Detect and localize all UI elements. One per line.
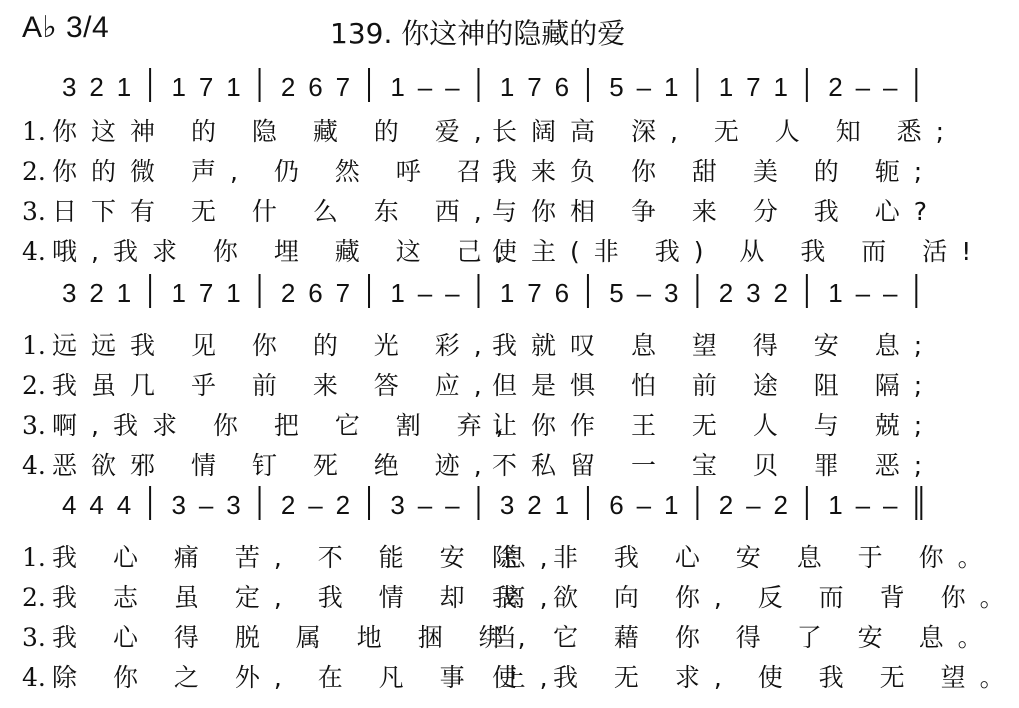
note: 5	[609, 278, 624, 308]
lyric-first-half: 我虽几 乎 前 来 答 应,	[52, 371, 496, 400]
verse-number: 3.	[22, 411, 46, 440]
note: 1	[773, 72, 788, 102]
dash-note: –	[636, 278, 652, 308]
lyric-second-half: 我来负 你 甜 美 的 轭;	[492, 157, 937, 186]
verse-line	[22, 112, 959, 146]
note: 2	[89, 72, 104, 102]
note: 2	[828, 72, 843, 102]
lyric-second-half: 不私留 一 宝 贝 罪 恶;	[492, 451, 937, 480]
dash-note: –	[445, 72, 460, 102]
lyric-first-half: 你这神 的 隐 藏 的 爱,	[52, 117, 496, 146]
lyric-first-half: 你的微 声, 仍 然 呼 召,	[52, 157, 518, 186]
lyric-second-half: 长阔高 深, 无 人 知 悉;	[492, 117, 959, 146]
note: 5	[609, 72, 624, 102]
note: 7	[527, 72, 542, 102]
lyric-first-half: 远远我 见 你 的 光 彩,	[52, 331, 496, 360]
lyric-second-half: 使主(非 我) 从 我 而 活!	[492, 237, 986, 266]
note: 6	[554, 72, 570, 102]
lyric-first-half: 除 你 之 外, 在 凡 事 上,	[52, 663, 562, 692]
verse-line	[22, 578, 1019, 612]
note: 1	[664, 72, 679, 102]
verse-number: 4.	[22, 237, 46, 266]
note: 7	[527, 278, 542, 308]
verse-line	[22, 232, 986, 266]
note: 4	[62, 490, 77, 520]
lyric-second-half: 让你作 王 无 人 与 兢;	[492, 411, 937, 440]
note: 3	[746, 278, 761, 308]
lyric-first-half: 我 心 得 脱 属 地 捆 绑,	[52, 623, 540, 652]
lyric-second-half: 除 非 我 心 安 息 于 你。	[492, 543, 997, 572]
dash-note: –	[636, 490, 652, 520]
note: 6	[554, 278, 570, 308]
verse-number: 3.	[22, 623, 46, 652]
note: 7	[335, 72, 351, 102]
verse-line	[22, 366, 937, 400]
note: 7	[746, 72, 761, 102]
dash-note: –	[308, 490, 323, 520]
notation-svg	[58, 272, 920, 312]
verse-number: 3.	[22, 197, 46, 226]
note: 7	[198, 278, 214, 308]
dash-note: –	[417, 278, 433, 308]
verse-line	[22, 152, 937, 186]
verse-number: 4.	[22, 663, 46, 692]
dash-note: –	[746, 490, 761, 520]
note: 2	[89, 278, 104, 308]
note: 6	[308, 72, 323, 102]
lyric-first-half: 啊,我求 你 把 它 割 弃,	[52, 411, 518, 440]
verse-number: 1.	[22, 117, 46, 146]
lyric-second-half: 但是惧 怕 前 途 阻 隔;	[492, 371, 937, 400]
note: 7	[198, 72, 214, 102]
note: 2	[280, 278, 296, 308]
dash-note: –	[445, 490, 460, 520]
dash-note: –	[855, 490, 871, 520]
note: 4	[89, 490, 104, 520]
hymn-title: 139. 你这神的隐藏的爱	[330, 17, 626, 50]
note: 1	[718, 72, 734, 102]
dash-note: –	[636, 72, 652, 102]
dash-note: –	[855, 278, 871, 308]
lyric-second-half: 我就叹 息 望 得 安 息;	[492, 331, 937, 360]
note: 3	[499, 490, 515, 520]
notation-line	[58, 66, 920, 106]
note: 3	[664, 278, 679, 308]
dash-note: –	[882, 72, 898, 102]
verse-line	[22, 538, 997, 572]
lyric-second-half: 与你相 争 来 分 我 心?	[492, 197, 942, 226]
verse-number: 2.	[22, 157, 46, 186]
dash-note: –	[855, 72, 871, 102]
note: 1	[664, 490, 679, 520]
verse-number: 4.	[22, 451, 46, 480]
lyric-second-half: 使 我 无 求, 使 我 无 望。	[492, 663, 1019, 692]
verse-line	[22, 658, 1019, 692]
lyric-first-half: 日下有 无 什 么 东 西,	[52, 197, 496, 226]
dash-note: –	[445, 278, 460, 308]
note: 2	[280, 490, 296, 520]
note: 1	[171, 278, 186, 308]
note: 1	[171, 72, 186, 102]
notation-line	[58, 484, 920, 524]
note: 1	[226, 72, 241, 102]
verse-line	[22, 446, 937, 480]
verse-number: 2.	[22, 583, 46, 612]
note: 6	[308, 278, 323, 308]
note: 2	[527, 490, 542, 520]
verse-number: 2.	[22, 371, 46, 400]
dash-note: –	[882, 490, 898, 520]
key-signature: A♭ 3/4	[22, 11, 110, 44]
notation-svg	[58, 66, 920, 106]
notation-line	[58, 272, 920, 312]
note: 2	[718, 278, 734, 308]
verse-line	[22, 192, 942, 226]
verse-number: 1.	[22, 331, 46, 360]
verse-line	[22, 618, 997, 652]
dash-note: –	[417, 490, 433, 520]
note: 2	[280, 72, 296, 102]
note: 6	[609, 490, 624, 520]
note: 1	[116, 278, 132, 308]
note: 1	[226, 278, 241, 308]
note: 3	[390, 490, 405, 520]
note: 3	[226, 490, 241, 520]
lyric-second-half: 当 它 藉 你 得 了 安 息。	[492, 623, 997, 652]
note: 3	[62, 278, 77, 308]
notation-svg	[58, 484, 920, 524]
note: 4	[116, 490, 132, 520]
note: 1	[390, 72, 405, 102]
lyric-second-half: 我 欲 向 你, 反 而 背 你。	[492, 583, 1019, 612]
note: 1	[828, 278, 843, 308]
verse-line	[22, 406, 937, 440]
note: 1	[828, 490, 843, 520]
note: 2	[718, 490, 734, 520]
note: 2	[773, 490, 788, 520]
lyric-first-half: 我 心 痛 苦, 不 能 安 息,	[52, 543, 562, 572]
verse-number: 1.	[22, 543, 46, 572]
lyric-first-half: 我 志 虽 定, 我 情 却 离,	[52, 583, 562, 612]
dash-note: –	[198, 490, 214, 520]
note: 2	[773, 278, 788, 308]
note: 1	[499, 278, 515, 308]
lyric-first-half: 恶欲邪 情 钉 死 绝 迹,	[52, 451, 496, 480]
note: 1	[390, 278, 405, 308]
note: 1	[116, 72, 132, 102]
dash-note: –	[417, 72, 433, 102]
dash-note: –	[882, 278, 898, 308]
note: 1	[554, 490, 570, 520]
note: 2	[335, 490, 351, 520]
note: 3	[62, 72, 77, 102]
note: 7	[335, 278, 351, 308]
verse-line	[22, 326, 937, 360]
note: 3	[171, 490, 186, 520]
lyric-first-half: 哦,我求 你 埋 藏 这 己,	[52, 237, 518, 266]
note: 1	[499, 72, 515, 102]
